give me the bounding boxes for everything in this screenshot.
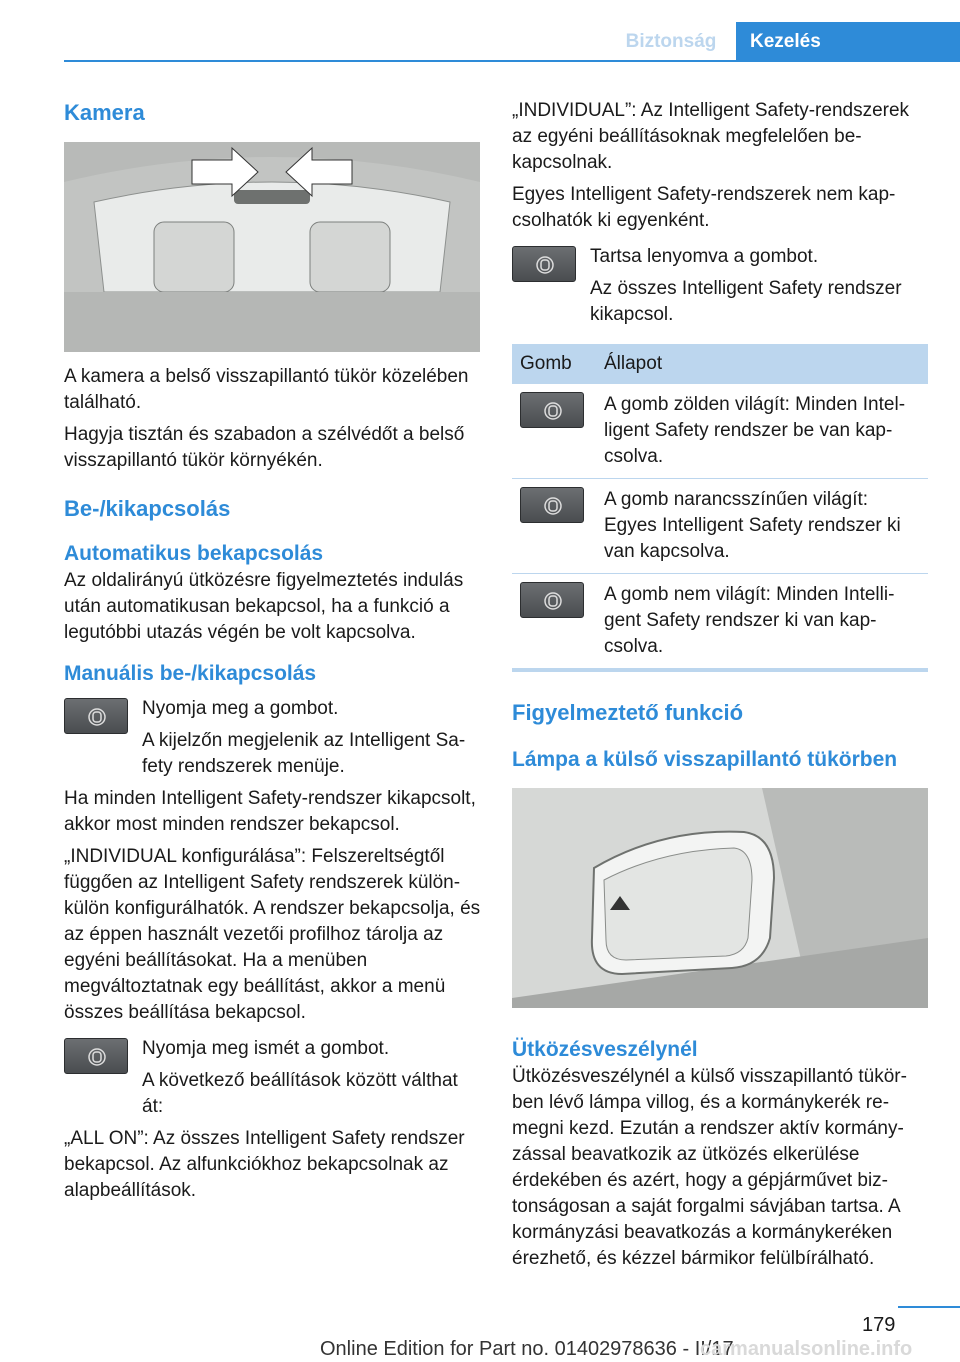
table-header-allapot: Állapot bbox=[596, 344, 928, 384]
instruction-press-again bbox=[64, 1036, 482, 1120]
instruction-hold bbox=[512, 244, 930, 328]
table-cell-state: A gomb narancsszínűen világít: Egyes Intelligent Safety rendszer ki van kapcsolva. bbox=[596, 479, 928, 574]
paragraph: Nyomja meg a gombot. bbox=[142, 698, 339, 719]
edition-text: Online Edition for Part no. 01402978636 - II/17 bbox=[320, 1338, 734, 1360]
heading-lampa: Lámpa a külső visszapillantó tükörben bbox=[512, 748, 898, 771]
paragraph: „INDIVIDUAL”: Az Intelligent Safety-rendszerek az egyéni beállításoknak megfelelően bekapcsolnak. bbox=[512, 100, 910, 173]
paragraph: „INDIVIDUAL konfigurálása”: Felszereltségtől függően az Intelligent Safety rendszerek külön-külön konfigurálhatók. A rendszer bekapcsolja, és az éppen használt vezetői profilhoz tárolja az egyéni beállításokat. Ha a menüben megváltoztatnak egy beállítást, akkor a menü összes beállítása bekapcsol. bbox=[64, 846, 481, 1023]
safety-button-icon bbox=[520, 487, 584, 523]
heading-manualis: Manuális be-/kikapcsolás bbox=[64, 662, 317, 685]
mirror-photo bbox=[512, 788, 928, 1008]
camera-photo bbox=[64, 142, 480, 352]
safety-button-icon bbox=[520, 582, 584, 618]
heading-utkozesveszelynel: Ütközésveszélynél bbox=[512, 1038, 698, 1061]
paragraph: Nyomja meg ismét a gombot. bbox=[142, 1038, 390, 1059]
heading-automatikus: Automatikus bekapcsolás bbox=[64, 542, 324, 565]
paragraph: Egyes Intelligent Safety-rendszerek nem kapcsolhatók ki egyenként. bbox=[512, 184, 896, 231]
header-rule bbox=[64, 60, 960, 62]
tab-kezeles[interactable]: Kezelés bbox=[736, 22, 960, 62]
table-row bbox=[512, 384, 928, 479]
heading-figyelmezteto: Figyelmeztető funkció bbox=[512, 700, 744, 725]
table-cell-state: A gomb zölden világít: Minden Intelligent Safety rendszer be van kapcsolva. bbox=[596, 384, 928, 479]
table-row bbox=[512, 574, 928, 671]
paragraph: A kamera a belső visszapillantó tükör közelében található. bbox=[64, 366, 469, 413]
table-cell-state: A gomb nem világít: Minden Intelligent Safety rendszer ki van kapcsolva. bbox=[596, 574, 928, 671]
heading-kamera: Kamera bbox=[64, 100, 145, 125]
table-row bbox=[512, 479, 928, 574]
safety-button-icon bbox=[512, 246, 576, 282]
left-column bbox=[64, 98, 482, 1210]
paragraph: Ha minden Intelligent Safety-rendszer kikapcsolt, akkor most minden rendszer bekapcsol. bbox=[64, 788, 476, 835]
safety-button-icon bbox=[64, 1038, 128, 1074]
button-state-table bbox=[512, 344, 928, 672]
heading-bekikapcsolas: Be-/kikapcsolás bbox=[64, 496, 231, 521]
tab-biztonsag[interactable]: Biztonság bbox=[625, 31, 717, 52]
safety-button-icon bbox=[64, 698, 128, 734]
right-column bbox=[512, 98, 930, 1278]
paragraph: „ALL ON”: Az összes Intelligent Safety rendszer bekapcsol. Az alfunkciókhoz bekapcsolnak az alapbeállítások. bbox=[64, 1128, 465, 1201]
page-header bbox=[0, 0, 960, 62]
page-number: 179 bbox=[862, 1314, 896, 1336]
watermark: carmanualsonline.info bbox=[700, 1338, 913, 1360]
footer-rule bbox=[898, 1306, 960, 1308]
table-header-gomb: Gomb bbox=[512, 344, 596, 384]
paragraph: Az összes Intelligent Safety rendszer kikapcsol. bbox=[590, 278, 902, 325]
paragraph: Tartsa lenyomva a gombot. bbox=[590, 246, 819, 267]
paragraph: Az oldalirányú ütközésre figyelmeztetés indulás után automatikusan bekapcsol, ha a funkció a legutóbbi utazás végén be volt kapcsolva. bbox=[64, 570, 464, 643]
paragraph: A kijelzőn megjelenik az Intelligent Safety rendszerek menüje. bbox=[142, 730, 466, 777]
paragraph: Ütközésveszélynél a külső visszapillantó tükörben lévő lámpa villog, és a kormánykerék remegni kezd. Ezután a rendszer aktív kormányzással beavatkozik az ütközés elkerülése érdekében és azért, hogy a gépjárművet biztonságosan a saját forgalmi sávjában tartsa. A kormányzási beavatkozás a kormánykeréken érezhető, és kézzel bármikor felülbírálható. bbox=[512, 1066, 907, 1269]
paragraph: A következő beállítások között válthat át: bbox=[142, 1070, 458, 1117]
paragraph: Hagyja tisztán és szabadon a szélvédőt a belső visszapillantó tükör környékén. bbox=[64, 424, 465, 471]
safety-button-icon bbox=[520, 392, 584, 428]
instruction-press bbox=[64, 696, 482, 780]
